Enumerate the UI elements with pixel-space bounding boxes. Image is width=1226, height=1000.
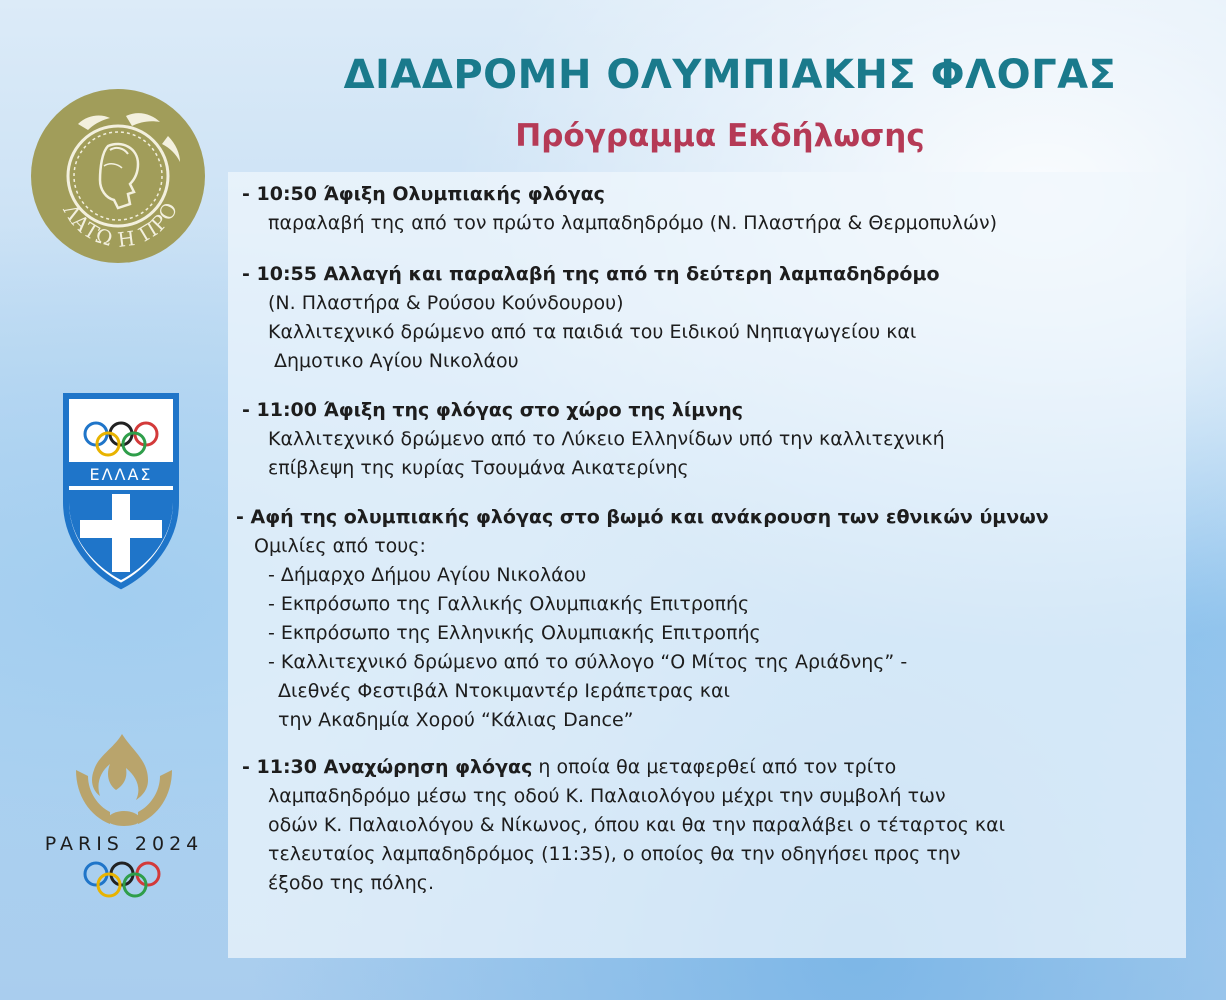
item-dash: - [242, 756, 257, 778]
page-subtitle: Πρόγραμμα Εκδήλωσης [515, 118, 925, 154]
item-heading: - Αφή της ολυμπιακής φλόγας στο βωμό και ανάκρουση των εθνικών ύμνων [236, 506, 1049, 528]
item-text: η οποία θα μεταφερθεί από τον τρίτο [532, 756, 897, 778]
program-item-1100 [242, 396, 1172, 483]
item-text: Διεθνές Φεστιβάλ Ντοκιμαντέρ Ιεράπετρας και [278, 680, 730, 702]
svg-text:ΕΛΛΑΣ: ΕΛΛΑΣ [89, 465, 153, 484]
page-title: ΔΙΑΔΡΟΜΗ ΟΛΥΜΠΙΑΚΗΣ ΦΛΟΓΑΣ [343, 52, 1117, 98]
hellenic-olympic-shield-icon [62, 392, 180, 590]
item-heading: 11:30 Αναχώρηση φλόγας [256, 756, 533, 778]
speaker-item: - Εκπρόσωπο της Γαλλικής Ολυμπιακής Επιτροπής [268, 593, 750, 615]
program-item-flame-lighting [236, 503, 1172, 735]
item-heading: - 10:50 Άφιξη Ολυμπιακής φλόγας [242, 183, 605, 205]
program-item-1055 [242, 260, 1172, 376]
item-text: την Ακαδημία Χορού “Κάλιας Dance” [278, 709, 634, 731]
item-heading: - 10:55 Αλλαγή και παραλαβή της από τη δεύτερη λαμπαδηδρόμο [242, 263, 940, 285]
item-text: Δημοτικο Αγίου Νικολάου [274, 350, 519, 372]
speaker-item: - Καλλιτεχνικό δρώμενο από το σύλλογο “Ο Μίτος της Αριάδνης” - [268, 651, 908, 673]
item-text: τελευταίος λαμπαδηδρόμος (11:35), ο οποίος θα την οδηγήσει προς την [268, 843, 961, 865]
item-text: λαμπαδηδρόμο μέσω της οδού Κ. Παλαιολόγου μέχρι την συμβολή των [268, 785, 946, 807]
item-text: Καλλιτεχνικό δρώμενο από τα παιδιά του Ειδικού Νηπιαγωγείου και [268, 321, 917, 343]
speaker-item: - Δήμαρχο Δήμου Αγίου Νικολάου [268, 564, 587, 586]
speaker-item: - Εκπρόσωπο της Ελληνικής Ολυμπιακής Επιτροπής [268, 622, 761, 644]
item-text: Καλλιτεχνικό δρώμενο από το Λύκειο Ελληνίδων υπό την καλλιτεχνική [268, 428, 945, 450]
program-item-1130 [242, 753, 1172, 898]
item-text: παραλαβή της από τον πρώτο λαμπαδηδρόμο (Ν. Πλαστήρα & Θερμοπυλών) [268, 212, 997, 234]
item-heading-line [242, 753, 1172, 782]
item-text: έξοδο της πόλης. [268, 872, 434, 894]
coin-seal-icon [30, 88, 206, 264]
svg-text:ΛΑΤΩ Η ΠΡΟΣ ΚΑΜΑΡΑ: ΛΑΤΩ Η ΠΡΟ [58, 197, 183, 253]
program-list [236, 180, 1172, 898]
svg-text:PARIS 2024: PARIS 2024 [44, 833, 204, 855]
item-text: επίβλεψη της κυρίας Τσουμάνα Αικατερίνης [268, 457, 689, 479]
program-item-1050 [242, 180, 1172, 238]
item-text: Ομιλίες από τους: [254, 535, 426, 557]
paris-2024-flame-icon [36, 728, 212, 906]
item-text: οδών Κ. Παλαιολόγου & Νίκωνος, όπου και θα την παραλάβει ο τέταρτος και [268, 814, 1006, 836]
item-heading: - 11:00 Άφιξη της φλόγας στο χώρο της λίμνης [242, 399, 744, 421]
item-text: (Ν. Πλαστήρα & Ρούσου Κούνδουρου) [268, 292, 624, 314]
